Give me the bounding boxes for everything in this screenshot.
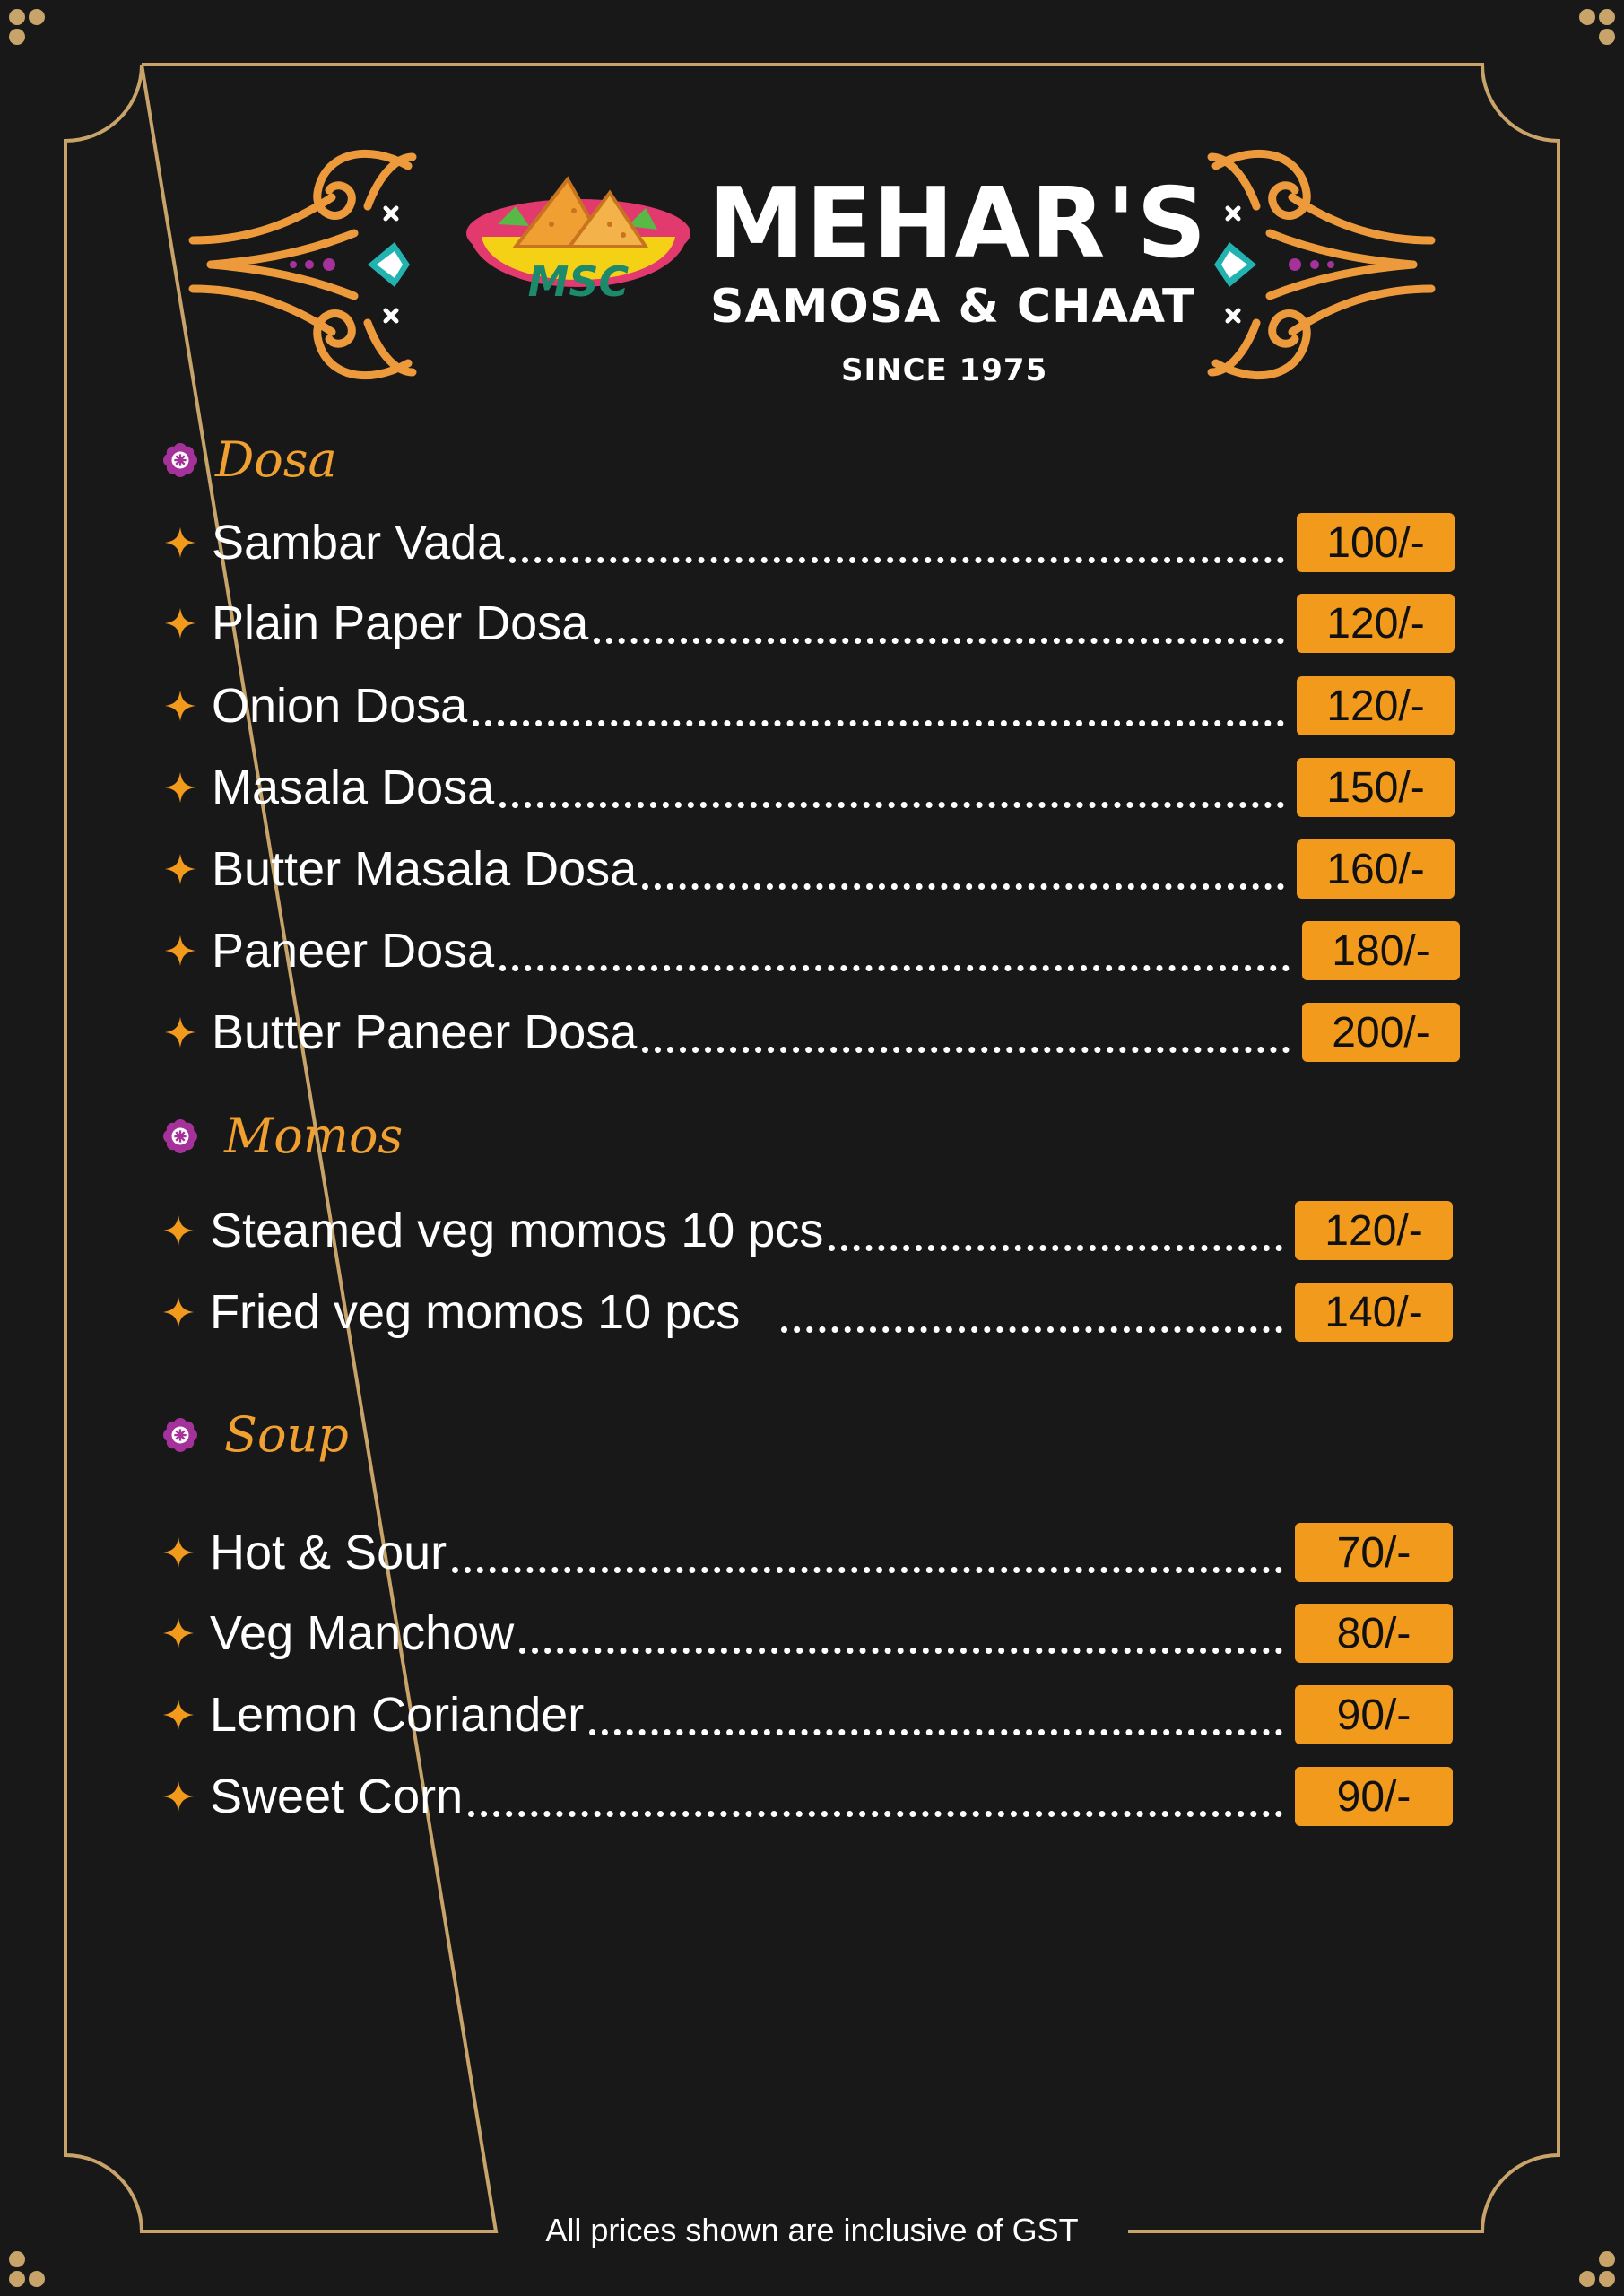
menu-item xyxy=(163,674,1455,737)
star-bullet-icon xyxy=(163,934,197,968)
menu-item xyxy=(163,1001,1460,1064)
star-bullet-icon xyxy=(161,1698,195,1732)
flower-icon xyxy=(163,443,197,477)
footer-note-text: All prices shown are inclusive of GST xyxy=(534,2212,1089,2248)
menu-item xyxy=(163,919,1460,982)
item-name: Onion Dosa xyxy=(212,679,468,733)
dotted-leader xyxy=(509,557,1284,563)
dotted-leader xyxy=(473,720,1284,726)
menu-item xyxy=(163,592,1455,655)
menu-item xyxy=(161,1602,1453,1665)
star-bullet-icon xyxy=(163,689,197,723)
item-name: Lemon Coriander xyxy=(210,1688,585,1742)
section-dosa xyxy=(163,429,337,491)
section-title: Dosa xyxy=(215,431,337,488)
right-flourish-ornament-icon xyxy=(1207,135,1440,395)
item-name: Masala Dosa xyxy=(212,761,495,814)
price-badge: 200/- xyxy=(1302,1003,1460,1062)
star-bullet-icon xyxy=(161,1213,195,1248)
section-momos xyxy=(163,1105,403,1168)
gst-footer-note xyxy=(0,2212,1624,2249)
samosa-bowl-logo xyxy=(462,170,695,332)
menu-item xyxy=(161,1281,1453,1344)
corner-ornament-icon xyxy=(1576,2248,1617,2289)
dotted-leader xyxy=(452,1567,1282,1573)
dotted-leader xyxy=(642,883,1284,890)
star-bullet-icon xyxy=(161,1295,195,1329)
price-badge: 100/- xyxy=(1297,513,1455,572)
price-badge: 80/- xyxy=(1295,1604,1453,1663)
price-badge: 150/- xyxy=(1297,758,1455,817)
dotted-leader xyxy=(499,965,1290,971)
menu-item xyxy=(163,511,1455,574)
menu-item xyxy=(163,756,1455,819)
star-bullet-icon xyxy=(163,852,197,886)
brand-since: SINCE 1975 xyxy=(841,352,1048,388)
item-name: Sweet Corn xyxy=(210,1770,464,1823)
corner-ornament-icon xyxy=(1576,7,1617,48)
dotted-leader xyxy=(642,1047,1290,1053)
item-name: Butter Masala Dosa xyxy=(212,842,638,896)
item-name: Hot & Sour xyxy=(210,1526,447,1579)
menu-item xyxy=(163,838,1455,900)
section-title: Soup xyxy=(224,1406,349,1463)
item-name: Sambar Vada xyxy=(212,516,505,570)
flower-icon xyxy=(163,1418,197,1452)
dotted-leader xyxy=(499,802,1284,808)
star-bullet-icon xyxy=(163,526,197,560)
brand-name: MEHAR'S xyxy=(708,168,1208,280)
price-badge: 120/- xyxy=(1297,594,1455,653)
price-badge: 90/- xyxy=(1295,1767,1453,1826)
menu-item xyxy=(161,1683,1453,1746)
star-bullet-icon xyxy=(163,606,197,640)
price-badge: 180/- xyxy=(1302,921,1460,980)
dotted-leader xyxy=(519,1648,1282,1654)
menu-item xyxy=(161,1521,1453,1584)
star-bullet-icon xyxy=(161,1779,195,1813)
left-flourish-ornament-icon xyxy=(184,135,417,395)
item-name: Plain Paper Dosa xyxy=(212,596,589,650)
item-name: Butter Paneer Dosa xyxy=(212,1005,638,1059)
price-badge: 120/- xyxy=(1295,1201,1453,1260)
item-name: Paneer Dosa xyxy=(212,924,495,978)
corner-ornament-icon xyxy=(7,7,48,48)
section-title: Momos xyxy=(224,1108,404,1164)
menu-item xyxy=(161,1765,1453,1828)
item-name: Veg Manchow xyxy=(210,1606,515,1660)
dotted-leader xyxy=(589,1729,1282,1735)
dotted-leader xyxy=(829,1245,1282,1251)
logo-text: MSC xyxy=(527,257,630,306)
star-bullet-icon xyxy=(161,1535,195,1570)
star-bullet-icon xyxy=(163,1015,197,1049)
menu-item xyxy=(161,1199,1453,1262)
section-soup xyxy=(163,1404,349,1466)
price-badge: 160/- xyxy=(1297,839,1455,899)
flower-icon xyxy=(163,1119,197,1153)
corner-ornament-icon xyxy=(7,2248,48,2289)
price-badge: 140/- xyxy=(1295,1283,1453,1342)
item-name: Steamed veg momos 10 pcs xyxy=(210,1204,824,1257)
star-bullet-icon xyxy=(163,770,197,804)
price-badge: 120/- xyxy=(1297,676,1455,735)
star-bullet-icon xyxy=(161,1616,195,1650)
brand-subtitle: SAMOSA & CHAAT xyxy=(710,280,1195,334)
dotted-leader xyxy=(781,1326,1282,1333)
dotted-leader xyxy=(468,1811,1282,1817)
dotted-leader xyxy=(594,638,1284,644)
price-badge: 70/- xyxy=(1295,1523,1453,1582)
price-badge: 90/- xyxy=(1295,1685,1453,1744)
item-name: Fried veg momos 10 pcs xyxy=(210,1285,741,1339)
